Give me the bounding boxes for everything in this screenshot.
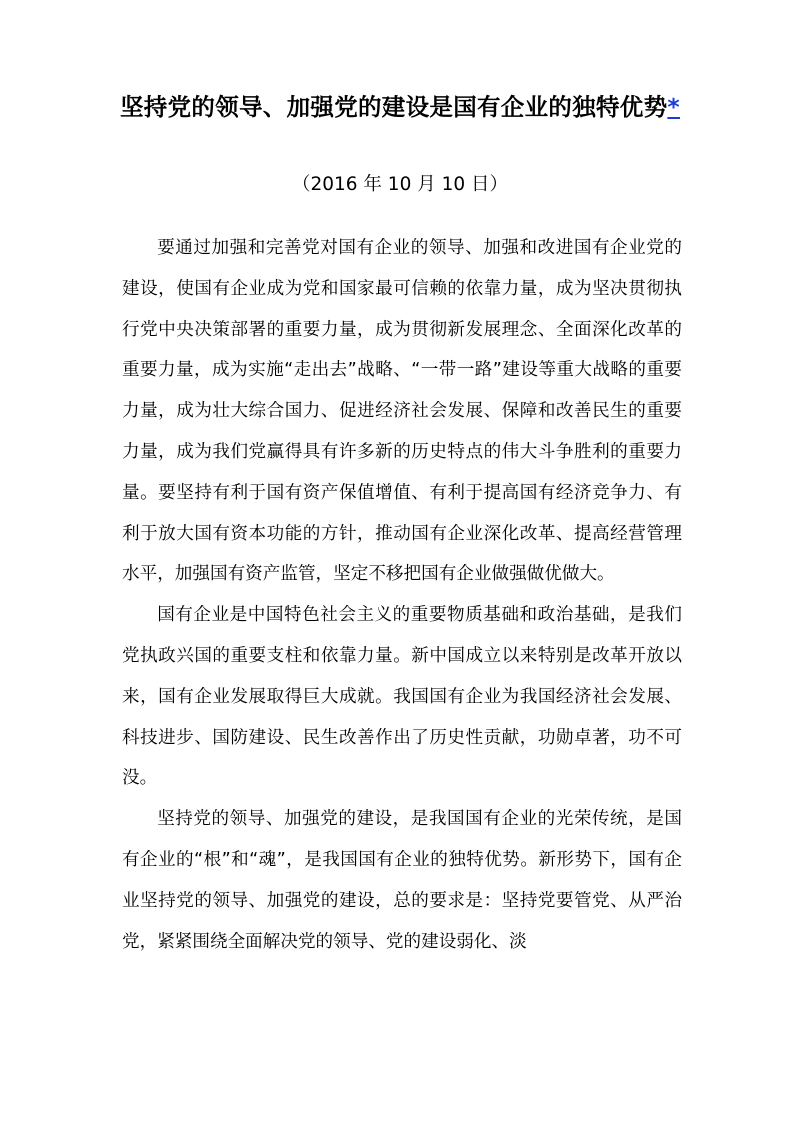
document-title: [120, 92, 680, 123]
footnote-link[interactable]: *: [667, 93, 680, 121]
title-text: 坚持党的领导、加强党的建设是国有企业的独特优势: [120, 93, 668, 121]
paragraph: 国有企业是中国特色社会主义的重要物质基础和政治基础，是我们党执政兴国的重要支柱和依靠力量。新中国成立以来特别是改革开放以来，国有企业发展取得巨大成就。我国国有企业为我国经济社会发展、科技进步、国防建设、民生改善作出了历史性贡献，功勋卓著，功不可没。: [122, 605, 682, 789]
document-body: [122, 228, 682, 962]
paragraph: 要通过加强和完善党对国有企业的领导、加强和改进国有企业党的建设，使国有企业成为党和国家最可信赖的依靠力量，成为坚决贯彻执行党中央决策部署的重要力量，成为贯彻新发展理念、全面深化改革的重要力量，成为实施“走出去”战略、“一带一路”建设等重大战略的重要力量，成为壮大综合国力、促进经济社会发展、保障和改善民生的重要力量，成为我们党赢得具有许多新的历史特点的伟大斗争胜利的重要力量。要坚持有利于国有资产保值增值、有利于提高国有经济竞争力、有利于放大国有资本功能的方针，推动国有企业深化改革、提高经营管理水平，加强国有资产监管，坚定不移把国有企业做强做优做大。: [122, 238, 682, 585]
document-date: （2016 年 10 月 10 日）: [291, 174, 509, 195]
paragraph: 坚持党的领导、加强党的建设，是我国国有企业的光荣传统，是国有企业的“根”和“魂”，是我国国有企业的独特优势。新形势下，国有企业坚持党的领导、加强党的建设，总的要求是：坚持党要管党、从严治党，紧紧围绕全面解决党的领导、党的建设弱化、淡: [122, 809, 682, 952]
